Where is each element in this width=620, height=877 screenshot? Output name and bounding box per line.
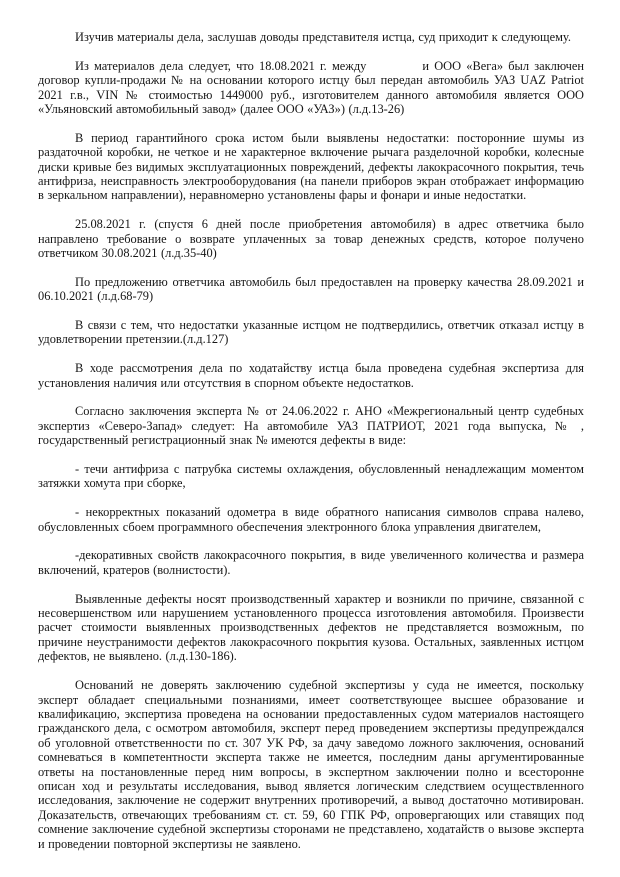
defect-list-item-paintwork: -декоративных свойств лакокрасочного покрытия, в виде увеличенного количества и размера включений, кратеров (волнистости). [38,548,584,577]
paragraph-refund-demand: 25.08.2021 г. (спустя 6 дней после приобретения автомобиля) в адрес ответчика было направлено требование о возврате уплаченных за товар денежных средств, которое получено ответчиком 30.08.2021 (л.д.35-40) [38,217,584,261]
paragraph-expert-report-intro: Согласно заключения эксперта № от 24.06.2022 г. АНО «Межрегиональный центр судебных экспертиз «Северо-Запад» следует: На автомобиле УАЗ ПАТРИОТ, 2021 года выпуска, № , государственный регистрационный знак № имеются дефекты в виде: [38,404,584,448]
paragraph-warranty-defects: В период гарантийного срока истом были выявлены недостатки: посторонние шумы из раздаточной коробки, не четкое и не характерное включение рычага разделочной коробки, колесные диски кривые без видимых эксплуатационных повреждений, дефекты лакокрасочного покрытия, течь антифриза, неисправность электрооборудования (на панели приборов экран отображает информацию в зеркальном направлении), неравномерно установлены фары и фонари и иные недостатки. [38,130,584,203]
paragraph-claim-refusal: В связи с тем, что недостатки указанные истцом не подтвердились, ответчик отказал истцу в удовлетворении претензии.(л.д.127) [38,318,584,347]
paragraph-expertise-assessment: Оснований не доверять заключению судебной экспертизы у суда не имеется, поскольку эксперт обладает специальными познаниями, имеет соответствующее высшее образование и квалификацию, экспертиза проведена на основании предоставленных судом материалов настоящего гражданского дела, с осмотром автомобиля, эксперт перед проведением экспертизы предупреждался об уголовной ответственности по ст. 307 УК РФ, за дачу заведомо ложного заключения, оснований сомневаться в компетентности эксперта также не имеется, последним даны аргументированные ответы на постановленные перед ним вопросы, в экспертном заключении полно и всесторонне описан ход и результаты исследования, вывод является логическим следствием осуществленного исследования, заключение не содержит внутренних противоречий, а вывод достаточно мотивирован. Доказательств, отвечающих требованиям ст. ст. 59, 60 ГПК РФ, опровергающих или ставящих под сомнение заключение судебной экспертизы сторонами не представлено, ходатайств о вызове эксперта и проведении повторной экспертизы не заявлено. [38,678,584,851]
paragraph-intro: Изучив материалы дела, заслушав доводы представителя истца, суд приходит к следующему. [75,30,571,44]
paragraph-quality-check: По предложению ответчика автомобиль был предоставлен на проверку качества 28.09.2021 и 06.10.2021 (л.д.68-79) [38,274,584,304]
paragraph-defects-conclusion: Выявленные дефекты носят производственный характер и возникли по причине, связанной с несовершенством или нарушением установленного процесса изготовления автомобиля. Произвести расчет стоимости выявленных производственных дефектов не представляется возможным, по причине неустранимости дефектов лакокрасочного покрытия кузова. Остальных, заявленных истцом дефектов, не выявлено. (л.д.130-186). [38,591,584,664]
redacted-name-gap [366,69,422,70]
defect-list-item-odometer: - некорректных показаний одометра в виде обратного написания символов справа налево, обусловленных сбоем программного обеспечения электронного блока управления двигателем, [38,505,584,534]
paragraph-contract-after-redaction: и ООО «Вега» был заключен договор купли-продажи № на основании которого истцу был передан автомобиль УАЗ UAZ Patriot 2021 г.в., VIN № стоимостью 1449000 руб., изготовителем данного автомобиля является ООО «Ульяновский автомобильный завод» (далее ООО «УАЗ») (л.д.13-26) [38,58,584,117]
paragraph-court-expertise: В ходе рассмотрения дела по ходатайству истца была проведена судебная экспертиза для установления наличия или отсутствия в спорном объекте недостатков. [38,361,584,390]
defect-list-item-antifreeze: - течи антифриза с патрубка системы охлаждения, обусловленный ненадлежащим моментом затяжки хомута при сборке, [38,462,584,491]
paragraph-contract-before-redaction: Из материалов дела следует, что 18.08.2021 г. между [75,58,367,73]
paragraph-contract [38,59,584,117]
